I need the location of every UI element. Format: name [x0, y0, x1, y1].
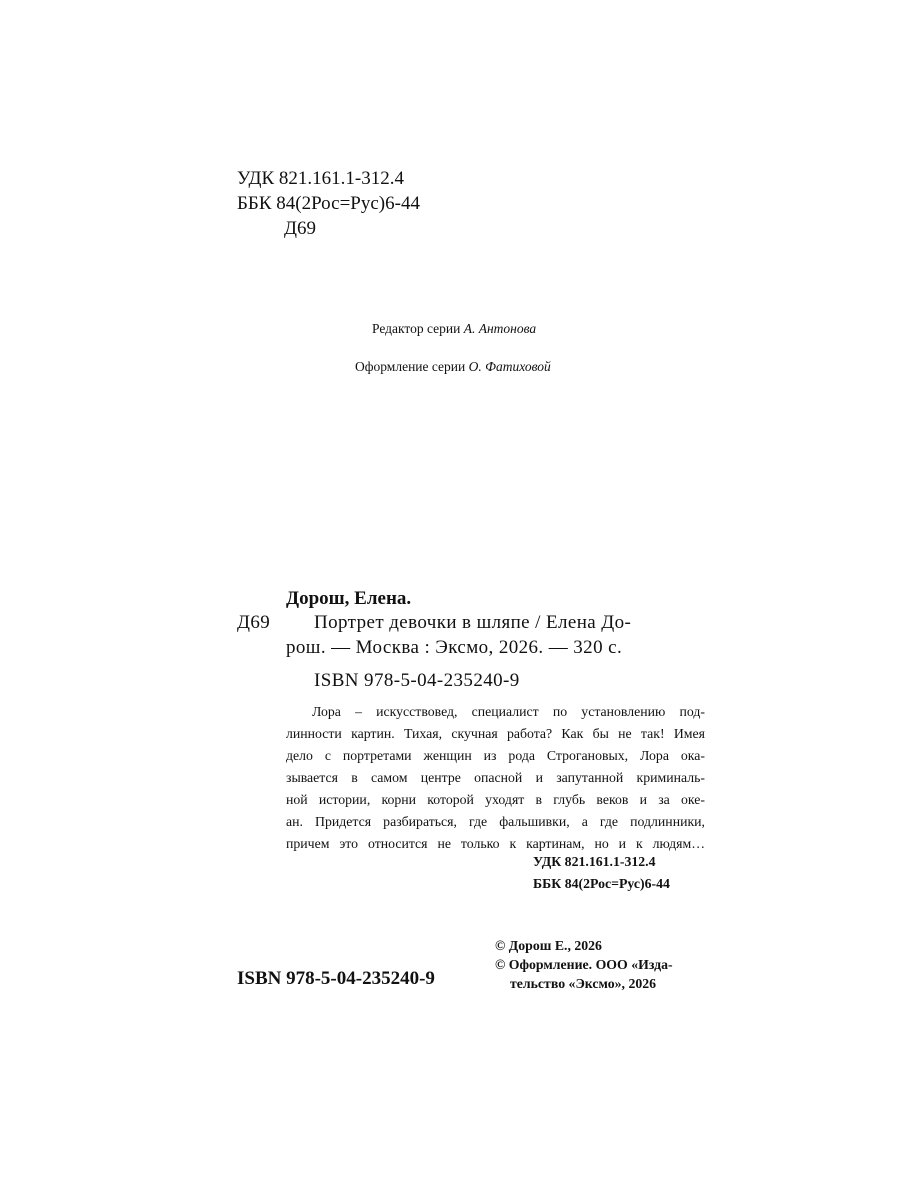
annotation-line: ан. Придется разбираться, где фальшивки, а где подлинники,	[286, 814, 705, 829]
card-udk-code: УДК 821.161.1-312.4	[533, 854, 656, 869]
series-editor-credit	[372, 321, 536, 337]
catalog-mark: Д69	[237, 612, 271, 633]
series-design-credit	[355, 359, 551, 375]
annotation-line: ной истории, корни которой уходят в глубь веков и за оке-	[286, 792, 705, 807]
copyright-author: © Дорош Е., 2026	[495, 938, 602, 953]
series-design-name: О. Фатиховой	[468, 359, 551, 374]
annotation-line: причем это относится не только к картинам, но и к людям…	[286, 836, 705, 851]
annotation-line: дело с портретами женщин из рода Строгановых, Лора ока-	[286, 748, 705, 763]
series-editor-label: Редактор серии	[372, 321, 461, 336]
copyright-design-line1: © Оформление. ООО «Изда-	[495, 957, 673, 972]
annotation-line: Лора – искусствовед, специалист по установлению под-	[312, 704, 705, 719]
bbk-code: ББК 84(2Рос=Рус)6-44	[237, 193, 420, 214]
annotation-line: линности картин. Тихая, скучная работа? Как бы не так! Имея	[286, 726, 705, 741]
catalog-title-line1: Портрет девочки в шляпе / Елена До-	[314, 612, 632, 633]
catalog-isbn: ISBN 978-5-04-235240-9	[314, 670, 520, 691]
series-design-label: Оформление серии	[355, 359, 466, 374]
card-bbk-code: ББК 84(2Рос=Рус)6-44	[533, 876, 670, 891]
author-mark: Д69	[284, 218, 316, 239]
annotation	[286, 701, 705, 855]
annotation-line: зывается в самом центре опасной и запутанной криминаль-	[286, 770, 705, 785]
series-editor-name: А. Антонова	[463, 321, 537, 336]
udk-code: УДК 821.161.1-312.4	[237, 168, 404, 189]
copyright-design-line2: тельство «Эксмо», 2026	[510, 976, 657, 991]
catalog-author: Дорош, Елена.	[286, 588, 412, 609]
catalog-title-line2: рош. — Москва : Эксмо, 2026. — 320 с.	[286, 637, 623, 658]
isbn-footer: ISBN 978-5-04-235240-9	[237, 968, 435, 989]
